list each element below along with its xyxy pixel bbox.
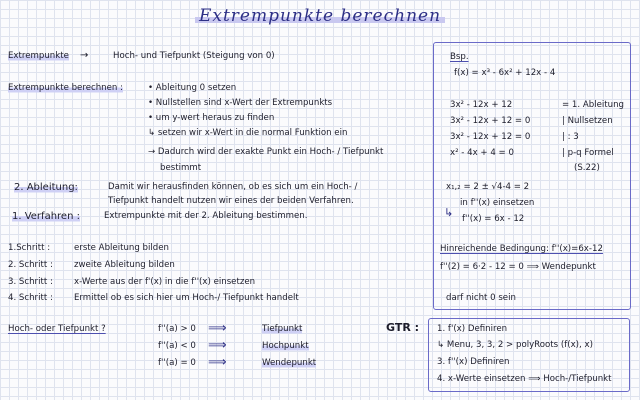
example-evaluate: f''(2) = 6·2 - 12 = 0 ⟹ Wendepunkt	[440, 262, 596, 272]
example-line-2-right: | Nullsetzen	[562, 116, 613, 126]
gtr-box	[428, 318, 630, 392]
ableitung-text-2: Tiefpunkt handelt nutzen wir eines der beiden Verfahren.	[108, 196, 354, 206]
step-text-2: zweite Ableitung bilden	[74, 260, 175, 270]
step-label-4: 4. Schritt :	[8, 293, 53, 303]
example-line-5-right: (S.22)	[574, 163, 600, 173]
gtr-line-4: 4. x-Werte einsetzen ⟹ Hoch-/Tiefpunkt	[437, 374, 612, 384]
example-line-1-left: 3x² - 12x + 12	[450, 100, 513, 110]
step-label-3: 3. Schritt :	[8, 277, 53, 287]
arrow-icon: →	[80, 50, 89, 61]
extrempunkte-term: Extrempunkte	[8, 51, 69, 61]
return-arrow-icon: ↳	[444, 206, 454, 219]
cond-3: f''(a) = 0	[158, 358, 196, 368]
berechnen-item-5: → Dadurch wird der exakte Punkt ein Hoch- / Tiefpunkt	[148, 147, 384, 157]
example-line-2-left: 3x² - 12x + 12 = 0	[450, 116, 531, 126]
example-sufficient: Hinreichende Bedingung: f''(x)=6x-12	[440, 244, 603, 254]
berechnen-item-6: bestimmt	[160, 163, 202, 173]
example-second-derivative: f''(x) = 6x - 12	[462, 214, 525, 224]
implies-arrow-icon: ⟹	[208, 355, 227, 370]
example-box	[433, 42, 631, 310]
example-label: Bsp.	[450, 52, 469, 62]
result-hochpunkt: Hochpunkt	[262, 341, 309, 351]
step-label-1: 1.Schritt :	[8, 243, 51, 253]
example-line-4-right: | p-q Formel	[562, 148, 614, 158]
berechnen-item-1: • Ableitung 0 setzen	[148, 83, 237, 93]
example-line-3-right: | : 3	[562, 132, 579, 142]
gtr-label: GTR :	[386, 321, 420, 334]
berechnen-term: Extrempunkte berechnen :	[8, 83, 123, 93]
berechnen-item-3: • um y-wert heraus zu finden	[148, 113, 275, 123]
verfahren-text: Extrempunkte mit der 2. Ableitung bestimmen.	[104, 211, 308, 221]
example-line-3-left: 3x² - 12x + 12 = 0	[450, 132, 531, 142]
gtr-line-1: 1. f'(x) Definiren	[437, 324, 508, 334]
example-function: f(x) = x³ - 6x² + 12x - 4	[454, 68, 556, 78]
hoch-tief-term: Hoch- oder Tiefpunkt ?	[8, 324, 106, 334]
step-text-1: erste Ableitung bilden	[74, 243, 169, 253]
gtr-line-3: 3. f''(x) Definiren	[437, 357, 510, 367]
step-text-3: x-Werte aus der f'(x) in die f''(x) einsetzen	[74, 277, 256, 287]
result-tiefpunkt: Tiefpunkt	[262, 324, 303, 334]
ableitung-text-1: Damit wir herausfinden können, ob es sich um ein Hoch- /	[108, 182, 358, 192]
extrempunkte-definition: Hoch- und Tiefpunkt (Steigung von 0)	[113, 51, 275, 61]
implies-arrow-icon: ⟹	[208, 321, 227, 336]
implies-arrow-icon: ⟹	[208, 338, 227, 353]
example-solution: x₁,₂ = 2 ± √4-4 = 2	[446, 182, 530, 192]
example-line-1-right: = 1. Ableitung	[562, 100, 624, 110]
ableitung-term: 2. Ableitung:	[14, 182, 78, 193]
verfahren-term: 1. Verfahren :	[12, 211, 80, 222]
berechnen-item-4: ↳ setzen wir x-Wert in die normal Funktion ein	[148, 128, 348, 138]
example-insert-note: in f''(x) einsetzen	[460, 198, 535, 208]
result-wendepunkt: Wendepunkt	[262, 358, 317, 368]
cond-1: f''(a) > 0	[158, 324, 196, 334]
page-title: Extrempunkte berechnen	[0, 6, 640, 26]
berechnen-item-2: • Nullstellen sind x-Wert der Extrempunkts	[148, 98, 333, 108]
step-text-4: Ermittel ob es sich hier um Hoch-/ Tiefpunkt handelt	[74, 293, 299, 303]
example-line-4-left: x² - 4x + 4 = 0	[450, 148, 514, 158]
cond-2: f''(a) < 0	[158, 341, 196, 351]
step-label-2: 2. Schritt :	[8, 260, 53, 270]
example-must-not: darf nicht 0 sein	[446, 293, 516, 303]
gtr-line-2: ↳ Menu, 3, 3, 2 > polyRoots (f(x), x)	[437, 340, 593, 350]
